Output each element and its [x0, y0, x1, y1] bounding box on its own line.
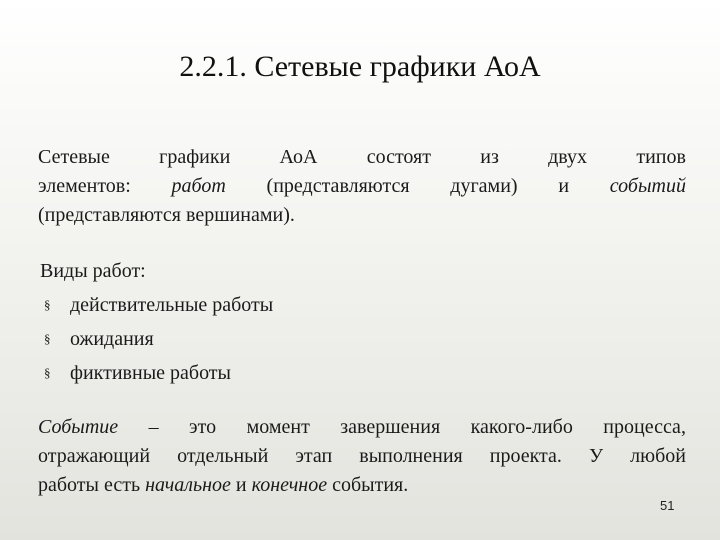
list-item [40, 356, 273, 390]
event-word: выполнения [359, 445, 463, 467]
event-word: У [588, 445, 604, 467]
bullet-icon: § [44, 365, 51, 380]
intro-word: типов [636, 146, 686, 168]
event-word: момент [246, 416, 310, 438]
intro-paragraph [38, 143, 686, 230]
event-word: любой [630, 445, 686, 467]
event-text: работы есть [38, 474, 141, 496]
list-item-label: действительные работы [70, 294, 274, 316]
intro-word: графики [159, 146, 231, 168]
intro-word-italic: событий [609, 175, 686, 197]
event-text-italic: конечное [251, 474, 328, 496]
intro-word: и [558, 175, 570, 197]
event-definition [38, 413, 686, 500]
list-item-label: ожидания [70, 328, 154, 350]
intro-word: АоА [279, 146, 318, 168]
event-text: события. [332, 474, 409, 496]
event-word: этап [295, 445, 333, 467]
event-word: процесса, [603, 416, 686, 438]
intro-line-1 [38, 143, 686, 172]
list-item-label: фиктивные работы [70, 362, 231, 384]
event-line-3 [38, 471, 686, 500]
bullet-icon: § [44, 297, 51, 312]
event-word: завершения [340, 416, 441, 438]
work-kinds-block [40, 254, 273, 390]
event-text-italic: начальное [145, 474, 231, 496]
list-item [40, 322, 273, 356]
intro-word: (представляются [266, 175, 410, 197]
event-word: это [189, 416, 217, 438]
event-word: отражающий [38, 445, 151, 467]
event-line-2 [38, 442, 686, 471]
intro-word: двух [548, 146, 588, 168]
intro-word: Сетевые [38, 146, 110, 168]
event-line-1 [38, 413, 686, 442]
event-word: – [148, 416, 159, 438]
event-word: какого-либо [470, 416, 573, 438]
event-word: отдельный [177, 445, 269, 467]
intro-line-2 [38, 172, 686, 201]
intro-word-italic: работ [171, 175, 226, 197]
intro-word: состоят [366, 146, 431, 168]
work-kinds-heading: Виды работ: [40, 260, 146, 282]
work-kinds-list [40, 288, 273, 390]
event-word-italic: Событие [38, 416, 119, 438]
slide-title: 2.2.1. Сетевые графики АоА [179, 50, 541, 83]
intro-line-3: (представляются вершинами). [38, 204, 295, 226]
page-number: 51 [660, 498, 675, 513]
list-item [40, 288, 273, 322]
intro-word: элементов: [38, 175, 131, 197]
intro-word: дугами) [450, 175, 518, 197]
event-text: и [235, 474, 247, 496]
intro-word: из [480, 146, 499, 168]
event-word: проекта. [489, 445, 562, 467]
bullet-icon: § [44, 331, 51, 346]
